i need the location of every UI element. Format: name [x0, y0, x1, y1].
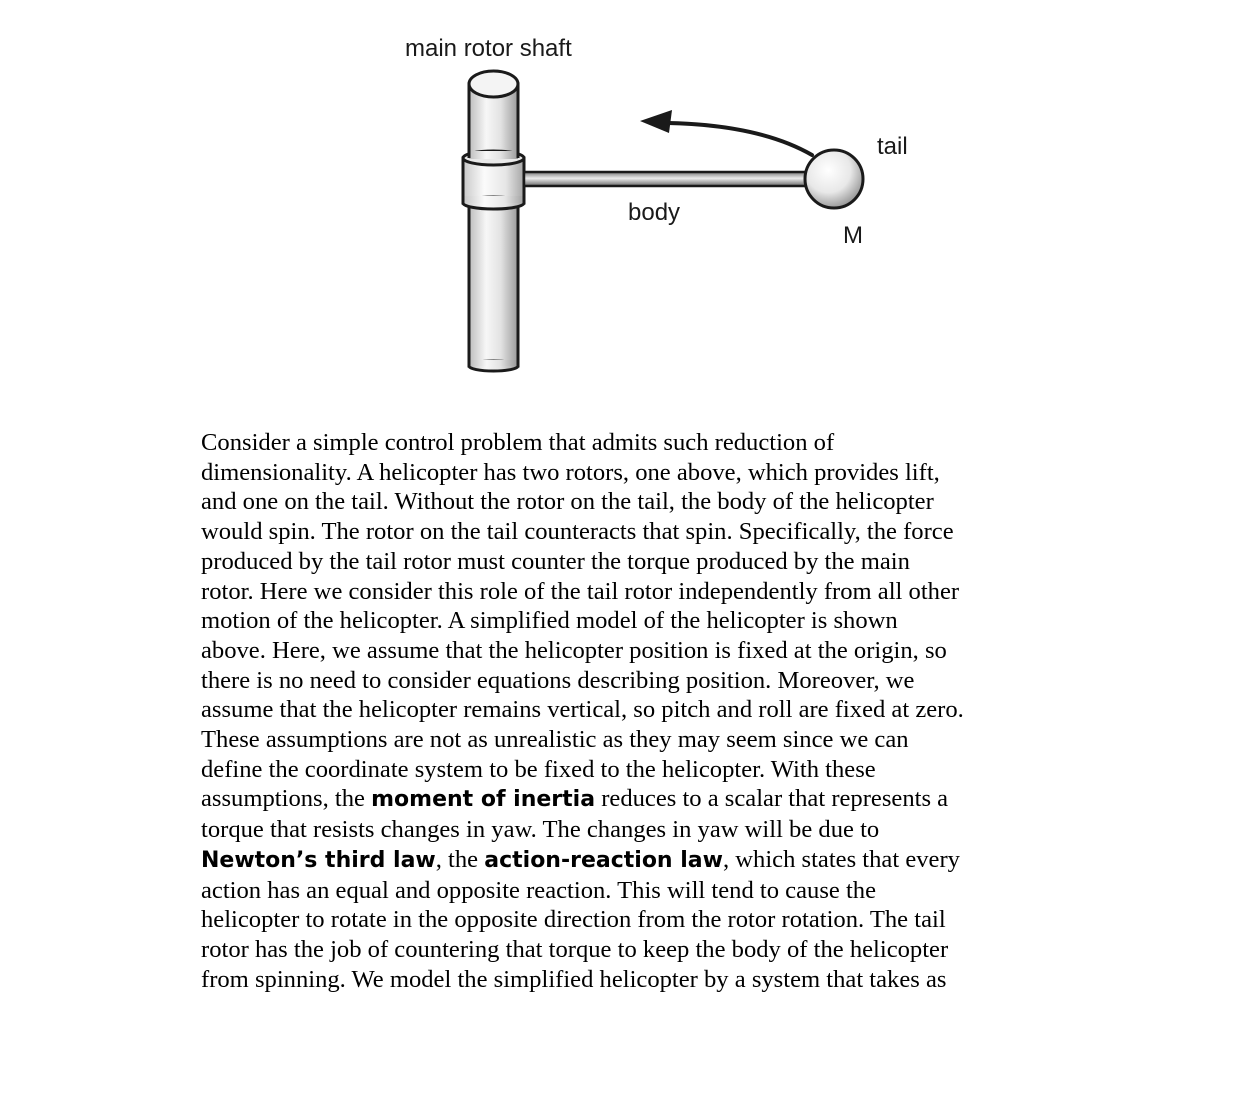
paragraph-line [201, 547, 1011, 577]
paragraph-line [201, 636, 1011, 666]
paragraph-line [201, 725, 1011, 755]
paragraph-line [201, 487, 1011, 517]
text-run: would spin. The rotor on the tail counteracts that spin. Specifically, the force [201, 518, 954, 546]
paragraph-line [201, 815, 1011, 845]
paragraph-line [201, 876, 1011, 906]
main-rotor-shaft [469, 71, 518, 371]
label-tail: tail [877, 133, 908, 160]
paragraph-line [201, 905, 1011, 935]
bold-term: moment of inertia [371, 787, 596, 813]
text-run: Consider a simple control problem that admits such reduction of [201, 429, 835, 456]
text-run: rotor. Here we consider this role of the tail rotor independently from all other [201, 577, 960, 605]
shaft-collar [463, 148, 524, 209]
bold-term: Newton’s third law [201, 847, 436, 873]
paragraph-line [201, 935, 1011, 965]
text-run: action has an equal and opposite reaction. This will tend to cause the [201, 876, 876, 904]
text-run: assumptions, the [201, 785, 372, 813]
text-run: motion of the helicopter. A simplified model of the helicopter is shown [201, 607, 898, 635]
paragraph-line [201, 666, 1011, 696]
text-run: there is no need to consider equations describing position. Moreover, we [201, 666, 915, 694]
text-run: These assumptions are not as unrealistic as they may seem since we can [201, 726, 909, 754]
paragraph-line [201, 965, 1011, 995]
text-run: dimensionality. A helicopter has two rotors, one above, which provides lift, [201, 458, 940, 486]
paragraph-line [201, 845, 1011, 876]
paragraph-line [201, 755, 1011, 785]
text-run: helicopter to rotate in the opposite direction from the rotor rotation. The tail [201, 906, 946, 934]
label-main-rotor-shaft: main rotor shaft [405, 35, 572, 62]
helicopter-diagram [0, 0, 1251, 420]
text-run: torque that resists changes in yaw. The changes in yaw will be due to [201, 816, 880, 844]
text-run: and one on the tail. Without the rotor on the tail, the body of the helicopter [201, 488, 934, 516]
bold-term: action-reaction law [484, 847, 723, 873]
paragraph-line [201, 784, 1011, 815]
text-run: , the [435, 845, 485, 873]
label-body: body [628, 199, 681, 226]
paragraph-line [201, 695, 1011, 725]
body-paragraph [201, 428, 1011, 994]
text-run: above. Here, we assume that the helicopter position is fixed at the origin, so [201, 636, 947, 664]
text-run: produced by the tail rotor must counter the torque produced by the main [201, 547, 910, 575]
paragraph-line [201, 458, 1011, 488]
text-run: define the coordinate system to be fixed to the helicopter. With these [201, 755, 876, 783]
paragraph-line [201, 428, 1011, 458]
paragraph-line [201, 517, 1011, 547]
text-run: assume that the helicopter remains vertical, so pitch and roll are fixed at zero. [201, 696, 964, 724]
text-run: rotor has the job of countering that torque to keep the body of the helicopter [201, 935, 949, 963]
text-run: , which states that every [722, 845, 960, 873]
text-run: from spinning. We model the simplified helicopter by a system that takes as [201, 965, 947, 993]
text-run: reduces to a scalar that represents a [595, 785, 949, 813]
paragraph-line [201, 577, 1011, 607]
body-rod [524, 172, 814, 186]
tail-mass-ball [805, 150, 863, 208]
label-mass: M [843, 222, 863, 249]
rotation-arrow [640, 110, 812, 155]
paragraph-line [201, 606, 1011, 636]
